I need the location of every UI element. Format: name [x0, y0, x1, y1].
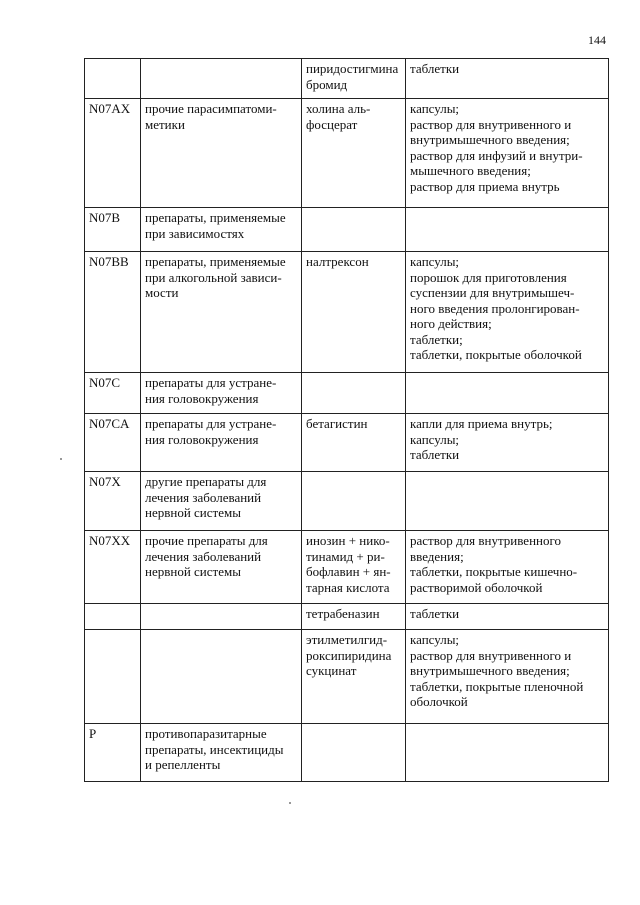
table-row [85, 630, 609, 724]
atc-code-cell: N07CA [85, 414, 141, 472]
dosage-forms-cell [406, 472, 609, 531]
atc-code-cell: N07C [85, 373, 141, 414]
table-row [85, 414, 609, 472]
atc-code-cell: N07XX [85, 531, 141, 604]
group-name-cell: препараты для устране- ния головокружения [141, 373, 302, 414]
drug-name-cell: тетрабеназин [302, 604, 406, 630]
atc-code-cell [85, 604, 141, 630]
atc-code-cell: N07B [85, 208, 141, 252]
dosage-forms-cell: раствор для внутривенного введения; таблетки, покрытые кишечно- растворимой оболочкой [406, 531, 609, 604]
drug-name-cell: налтрексон [302, 252, 406, 373]
drug-classification-table [84, 58, 609, 782]
table-row [85, 531, 609, 604]
drug-name-cell [302, 724, 406, 782]
atc-code-cell: N07AX [85, 99, 141, 208]
dosage-forms-cell: капсулы; раствор для внутривенного и внутримышечного введения; таблетки, покрытые пленочной оболочкой [406, 630, 609, 724]
dosage-forms-cell [406, 724, 609, 782]
dosage-forms-cell [406, 373, 609, 414]
table-row [85, 724, 609, 782]
drug-name-cell: холина аль- фосцерат [302, 99, 406, 208]
group-name-cell: препараты, применяемые при зависимостях [141, 208, 302, 252]
page-number: 144 [588, 33, 606, 47]
table-row [85, 472, 609, 531]
atc-code-cell: P [85, 724, 141, 782]
dosage-forms-cell: таблетки [406, 59, 609, 99]
group-name-cell [141, 59, 302, 99]
dosage-forms-cell: таблетки [406, 604, 609, 630]
drug-name-cell [302, 208, 406, 252]
table-row [85, 373, 609, 414]
atc-code-cell: N07BB [85, 252, 141, 373]
group-name-cell: прочие парасимпатоми- метики [141, 99, 302, 208]
group-name-cell: препараты для устране- ния головокружения [141, 414, 302, 472]
scan-speck [60, 458, 62, 460]
drug-name-cell: бетагистин [302, 414, 406, 472]
drug-name-cell: инозин + нико- тинамид + ри- бофлавин + ян- тарная кислота [302, 531, 406, 604]
drug-name-cell [302, 373, 406, 414]
dosage-forms-cell [406, 208, 609, 252]
dosage-forms-cell: капсулы; раствор для внутривенного и внутримышечного введения; раствор для инфузий и внутри- мышечного введения; раствор для приема внутрь [406, 99, 609, 208]
atc-code-cell [85, 59, 141, 99]
dosage-forms-cell: капли для приема внутрь; капсулы; таблетки [406, 414, 609, 472]
group-name-cell [141, 630, 302, 724]
table-row [85, 208, 609, 252]
scan-speck [289, 802, 291, 804]
group-name-cell [141, 604, 302, 630]
group-name-cell: прочие препараты для лечения заболеваний нервной системы [141, 531, 302, 604]
table-row [85, 99, 609, 208]
atc-code-cell: N07X [85, 472, 141, 531]
group-name-cell: противопаразитарные препараты, инсектициды и репелленты [141, 724, 302, 782]
table-row [85, 604, 609, 630]
drug-name-cell: пиридостигмина бромид [302, 59, 406, 99]
table-row [85, 59, 609, 99]
dosage-forms-cell: капсулы; порошок для приготовления суспензии для внутримышеч- ного введения пролонгирован- ного действия; таблетки; таблетки, покрытые оболочкой [406, 252, 609, 373]
drug-name-cell [302, 472, 406, 531]
drug-name-cell: этилметилгид- роксипиридина сукцинат [302, 630, 406, 724]
atc-code-cell [85, 630, 141, 724]
table-row [85, 252, 609, 373]
group-name-cell: другие препараты для лечения заболеваний нервной системы [141, 472, 302, 531]
group-name-cell: препараты, применяемые при алкогольной зависи- мости [141, 252, 302, 373]
